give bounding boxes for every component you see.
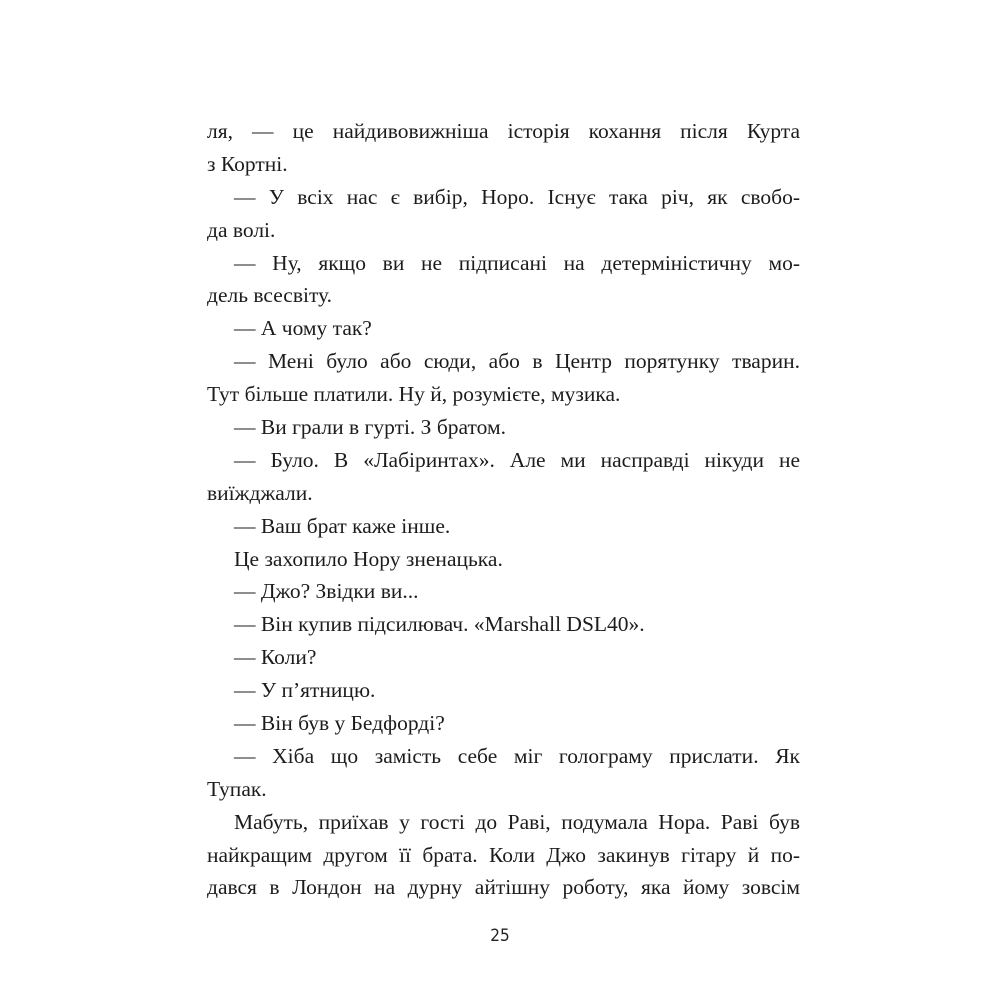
text-line: Це захопило Нору зненацька. bbox=[234, 546, 503, 571]
text-line: — Мені було або сюди, або в Центр порятунку тварин. bbox=[234, 349, 800, 374]
book-page-text bbox=[207, 115, 800, 904]
text-line: дався в Лондон на дурну айтішну роботу, яка йому зовсім bbox=[207, 875, 800, 900]
text-line: — Він був у Бедфорді? bbox=[234, 711, 445, 736]
text-line: виїжджали. bbox=[207, 480, 313, 505]
text-line: — Джо? Звідки ви... bbox=[234, 579, 419, 604]
text-line: — Було. В «Лабіринтах». Але ми насправді нікуди не bbox=[234, 447, 800, 472]
text-line: — Він купив підсилювач. «Marshall DSL40». bbox=[234, 612, 645, 637]
text-line: — Ну, якщо ви не підписані на детерміністичну мо- bbox=[234, 250, 800, 275]
text-line: — Ви грали в гурті. З братом. bbox=[234, 415, 506, 440]
text-line: найкращим другом її брата. Коли Джо закинув гітару й по- bbox=[207, 842, 800, 867]
text-line: ля, — це найдивовижніша історія кохання після Курта bbox=[207, 119, 800, 143]
text-line: — Коли? bbox=[234, 645, 317, 670]
text-line: — Ваш брат каже інше. bbox=[234, 513, 451, 538]
text-line: дель всесвіту. bbox=[207, 283, 333, 308]
text-line: — У п’ятницю. bbox=[234, 678, 376, 703]
text-line: Мабуть, приїхав у гості до Раві, подумала Нора. Раві був bbox=[234, 809, 800, 834]
text-line: Тупак. bbox=[207, 776, 267, 801]
page-number: 25 bbox=[490, 926, 510, 946]
text-line: — А чому так? bbox=[234, 316, 372, 341]
text-line: — У всіх нас є вибір, Норо. Існує така річ, як свобо- bbox=[234, 184, 800, 209]
text-line: да волі. bbox=[207, 217, 276, 242]
text-line: Тут більше платили. Ну й, розумієте, музика. bbox=[207, 382, 621, 407]
text-line: — Хіба що замість себе міг голограму прислати. Як bbox=[234, 743, 800, 768]
text-line: з Кортні. bbox=[207, 151, 288, 176]
